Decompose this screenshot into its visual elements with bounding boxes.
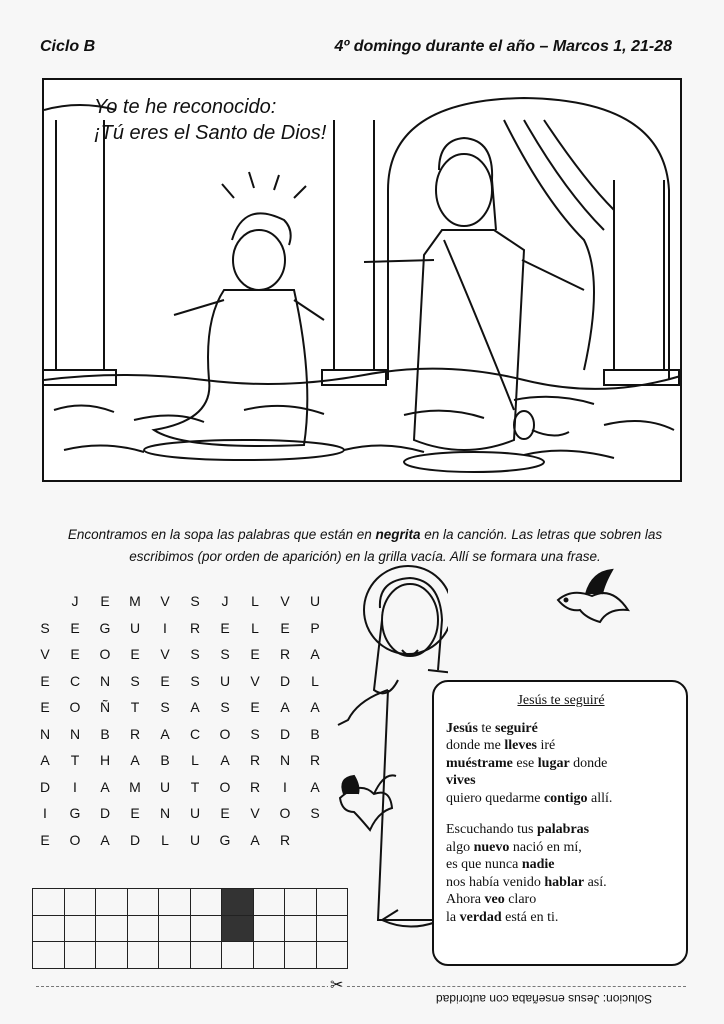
answer-cell[interactable] bbox=[190, 915, 222, 942]
word-search-row bbox=[30, 800, 330, 827]
word-search-letter: A bbox=[100, 831, 110, 848]
song-bold-word: hablar bbox=[544, 874, 585, 890]
word-search-letter: L bbox=[161, 831, 169, 848]
song-text: te bbox=[477, 720, 496, 736]
song-card bbox=[432, 680, 688, 966]
word-search-letter: E bbox=[250, 646, 260, 663]
word-search-letter: E bbox=[220, 619, 230, 636]
word-search-letter: V bbox=[160, 646, 170, 663]
word-search-letter: E bbox=[100, 593, 110, 610]
song-text: quiero quedarme bbox=[446, 790, 544, 806]
word-search-letter: R bbox=[249, 778, 261, 795]
word-search-letter: V bbox=[280, 593, 290, 610]
word-search-letter: E bbox=[70, 619, 80, 636]
dove-icon bbox=[552, 566, 634, 626]
song-text: allí. bbox=[587, 790, 613, 806]
answer-cell[interactable] bbox=[190, 942, 222, 969]
song-stanza bbox=[446, 821, 676, 926]
answer-cell[interactable] bbox=[127, 889, 159, 916]
answer-cell[interactable] bbox=[96, 889, 128, 916]
word-search-letter: D bbox=[129, 831, 141, 848]
word-search-letter: Ñ bbox=[99, 699, 111, 716]
word-search-letter bbox=[30, 588, 60, 615]
word-search-letter: J bbox=[221, 593, 229, 610]
word-search-letter: S bbox=[130, 672, 140, 689]
song-text: claro bbox=[504, 892, 537, 907]
song-stanza bbox=[446, 720, 676, 808]
instructions-part-1: Encontramos en la sopa las palabras que están en bbox=[67, 527, 376, 542]
song-bold-word: seguiré bbox=[495, 720, 538, 736]
word-search-letter: E bbox=[40, 831, 50, 848]
word-search-letter: O bbox=[219, 725, 231, 742]
word-search-letter: A bbox=[160, 725, 170, 742]
word-search-letter: E bbox=[40, 699, 50, 716]
word-search-letter: R bbox=[249, 752, 261, 769]
song-text: es que nunca bbox=[446, 857, 522, 872]
word-search-letter: N bbox=[279, 752, 291, 769]
word-search-letter: E bbox=[250, 699, 260, 716]
word-search-letter: S bbox=[40, 619, 50, 636]
word-search-letter: J bbox=[71, 593, 79, 610]
speech-line-1: Yo te he reconocido: bbox=[94, 96, 277, 118]
cycle-label: Ciclo B bbox=[40, 38, 96, 55]
word-search-letter: V bbox=[40, 646, 50, 663]
word-search-letter: S bbox=[190, 646, 200, 663]
word-search-letter: L bbox=[251, 619, 259, 636]
answer-cell[interactable] bbox=[222, 915, 254, 942]
word-search-letter: A bbox=[100, 778, 110, 795]
answer-cell[interactable] bbox=[159, 889, 191, 916]
word-search-letter: V bbox=[250, 805, 260, 822]
word-search-letter: R bbox=[129, 725, 141, 742]
answer-cell[interactable] bbox=[285, 915, 317, 942]
instructions-bold-word: negrita bbox=[375, 527, 421, 542]
answer-cell[interactable] bbox=[222, 942, 254, 969]
word-search-letter: S bbox=[250, 725, 260, 742]
answer-cell[interactable] bbox=[285, 889, 317, 916]
word-search-letter: C bbox=[69, 672, 81, 689]
word-search-letter: T bbox=[130, 699, 140, 716]
speech-line-2: ¡Tú eres el Santo de Dios! bbox=[94, 122, 327, 144]
word-search-letter: G bbox=[69, 805, 81, 822]
word-search-letter: O bbox=[279, 805, 291, 822]
word-search-letter: L bbox=[311, 672, 319, 689]
song-bold-word: muéstrame bbox=[446, 755, 513, 771]
song-bold-word: palabras bbox=[536, 822, 590, 837]
word-search-letter: A bbox=[310, 778, 320, 795]
word-search-letter: S bbox=[160, 699, 170, 716]
song-line bbox=[446, 839, 676, 857]
word-search-letter: C bbox=[189, 725, 201, 742]
word-search-letter: B bbox=[100, 725, 110, 742]
song-text: iré bbox=[536, 738, 556, 753]
word-search-row bbox=[30, 641, 330, 668]
answer-row bbox=[33, 942, 348, 969]
word-search-letter: A bbox=[280, 699, 290, 716]
song-text: la bbox=[446, 909, 460, 925]
word-search-letter: A bbox=[310, 699, 320, 716]
word-search-letter: B bbox=[310, 725, 320, 742]
answer-cell[interactable] bbox=[96, 942, 128, 969]
instructions-part-2: en la canción. Las letras que sobren las escribimos (por orden de aparición) en la grilla vacía. Allí se formara una frase. bbox=[129, 527, 663, 564]
song-title: Jesús te seguiré bbox=[517, 693, 605, 708]
answer-cell[interactable] bbox=[64, 942, 96, 969]
word-search-letter: D bbox=[39, 778, 51, 795]
song-line bbox=[446, 891, 676, 909]
song-text: así. bbox=[584, 874, 607, 890]
word-search-letter: A bbox=[190, 699, 200, 716]
answer-cell[interactable] bbox=[159, 942, 191, 969]
word-search-letter: O bbox=[219, 778, 231, 795]
song-line bbox=[446, 737, 676, 755]
song-text: ese bbox=[512, 755, 538, 771]
answer-cell[interactable] bbox=[253, 889, 285, 916]
answer-cell[interactable] bbox=[64, 889, 96, 916]
word-search-letter: A bbox=[220, 752, 230, 769]
word-search-letter: V bbox=[250, 672, 260, 689]
word-search-letter: I bbox=[163, 619, 167, 636]
song-line bbox=[446, 772, 676, 790]
song-line bbox=[446, 755, 676, 773]
answer-cell[interactable] bbox=[127, 915, 159, 942]
song-text: nació en mí, bbox=[509, 839, 582, 855]
word-search-letter: M bbox=[129, 778, 141, 795]
word-search-letter: U bbox=[309, 593, 321, 610]
song-text: Ahora bbox=[446, 892, 485, 907]
song-text: está en ti. bbox=[501, 909, 559, 925]
word-search-letter: A bbox=[130, 752, 140, 769]
gospel-reference: 4º domingo durante el año – Marcos 1, 21-28 bbox=[334, 38, 672, 55]
word-search-letter: M bbox=[129, 593, 141, 610]
word-search-letter: A bbox=[310, 646, 320, 663]
word-search-letter: N bbox=[69, 725, 81, 742]
word-search-letter: U bbox=[189, 831, 201, 848]
scissors-icon: ✂ bbox=[330, 977, 344, 994]
song-bold-word: veo bbox=[484, 892, 505, 907]
word-search-grid bbox=[30, 588, 330, 853]
song-line bbox=[446, 909, 676, 927]
answer-cell[interactable] bbox=[253, 915, 285, 942]
word-search-letter: R bbox=[189, 619, 201, 636]
song-line bbox=[446, 874, 676, 892]
word-search-row bbox=[30, 694, 330, 721]
answer-cell[interactable] bbox=[316, 915, 348, 942]
word-search-letter: U bbox=[189, 805, 201, 822]
word-search-letter: T bbox=[70, 752, 80, 769]
word-search-letter: A bbox=[250, 831, 260, 848]
word-search-letter: G bbox=[219, 831, 231, 848]
word-search-letter: P bbox=[310, 619, 320, 636]
word-search-letter: L bbox=[191, 752, 199, 769]
word-search-letter: N bbox=[159, 805, 171, 822]
word-search-letter: U bbox=[129, 619, 141, 636]
word-search-letter: O bbox=[69, 831, 81, 848]
word-search-letter: R bbox=[309, 752, 321, 769]
word-search-letter: E bbox=[130, 646, 140, 663]
song-bold-word: contigo bbox=[543, 790, 588, 806]
answer-cell[interactable] bbox=[96, 915, 128, 942]
word-search-letter: S bbox=[220, 699, 230, 716]
word-search-row bbox=[30, 827, 330, 854]
word-search-letter: R bbox=[279, 646, 291, 663]
word-search-letter: B bbox=[160, 752, 170, 769]
word-search-letter: G bbox=[99, 619, 111, 636]
song-text: Escuchando tus bbox=[446, 822, 537, 837]
song-text: donde bbox=[569, 755, 608, 771]
answer-cell[interactable] bbox=[159, 915, 191, 942]
answer-cell[interactable] bbox=[316, 942, 348, 969]
word-search-letter: A bbox=[40, 752, 50, 769]
illustration-frame bbox=[42, 78, 682, 482]
song-bold-word: nuevo bbox=[473, 839, 510, 855]
song-text: nos había venido bbox=[446, 874, 545, 890]
answer-cell[interactable] bbox=[190, 889, 222, 916]
answer-row bbox=[33, 915, 348, 942]
word-search-letter: E bbox=[40, 672, 50, 689]
answer-cell[interactable] bbox=[33, 915, 65, 942]
word-search-letter: S bbox=[310, 805, 320, 822]
word-search-letter: O bbox=[99, 646, 111, 663]
song-line bbox=[446, 821, 676, 839]
song-lyrics bbox=[446, 720, 676, 927]
word-search-letter: U bbox=[159, 778, 171, 795]
word-search-letter: R bbox=[279, 831, 291, 848]
song-text: algo bbox=[446, 839, 474, 855]
word-search-letter: S bbox=[220, 646, 230, 663]
word-search-letter: E bbox=[130, 805, 140, 822]
word-search-letter: S bbox=[190, 672, 200, 689]
word-search-letter: T bbox=[190, 778, 200, 795]
word-search-letter: I bbox=[283, 778, 287, 795]
answer-row bbox=[33, 889, 348, 916]
word-search-letter: N bbox=[39, 725, 51, 742]
word-search-letter: E bbox=[70, 646, 80, 663]
word-search-letter: D bbox=[279, 725, 291, 742]
word-search-row bbox=[30, 668, 330, 695]
word-search-letter: S bbox=[190, 593, 200, 610]
word-search-letter: E bbox=[220, 805, 230, 822]
answer-cell[interactable] bbox=[253, 942, 285, 969]
song-text: donde me bbox=[446, 738, 505, 753]
word-search-letter: D bbox=[279, 672, 291, 689]
answer-grid bbox=[32, 888, 348, 969]
answer-cell[interactable] bbox=[222, 889, 254, 916]
word-search-letter: E bbox=[280, 619, 290, 636]
solution-text: Solucion: Jesus enseñaba con autoridad bbox=[436, 992, 653, 1006]
answer-cell[interactable] bbox=[316, 889, 348, 916]
answer-cell[interactable] bbox=[285, 942, 317, 969]
word-search-letter: D bbox=[99, 805, 111, 822]
song-bold-word: lugar bbox=[537, 755, 570, 771]
word-search-row bbox=[30, 615, 330, 642]
song-line bbox=[446, 720, 676, 738]
word-search-letter: H bbox=[99, 752, 111, 769]
word-search-letter: V bbox=[160, 593, 170, 610]
dove-icon bbox=[330, 768, 400, 838]
song-line bbox=[446, 856, 676, 874]
cut-line bbox=[36, 986, 686, 987]
word-search-letter: U bbox=[219, 672, 231, 689]
answer-cell[interactable] bbox=[33, 889, 65, 916]
word-search-letter: L bbox=[251, 593, 259, 610]
speech-text bbox=[94, 94, 326, 146]
answer-cell[interactable] bbox=[127, 942, 159, 969]
word-search-letter: I bbox=[43, 805, 47, 822]
answer-cell[interactable] bbox=[33, 942, 65, 969]
song-line bbox=[446, 790, 676, 808]
word-search-row bbox=[30, 774, 330, 801]
song-bold-word: Jesús bbox=[446, 720, 478, 736]
song-bold-word: nadie bbox=[521, 857, 555, 872]
word-search-row bbox=[30, 721, 330, 748]
word-search-letter: E bbox=[160, 672, 170, 689]
word-search-row bbox=[30, 747, 330, 774]
song-bold-word: lleves bbox=[504, 738, 537, 753]
song-bold-word: verdad bbox=[459, 909, 502, 925]
word-search-row bbox=[30, 588, 330, 615]
word-search-letter: O bbox=[69, 699, 81, 716]
word-search-letter: I bbox=[73, 778, 77, 795]
word-search-letter: N bbox=[99, 672, 111, 689]
song-bold-word: vives bbox=[446, 773, 476, 788]
answer-cell[interactable] bbox=[64, 915, 96, 942]
